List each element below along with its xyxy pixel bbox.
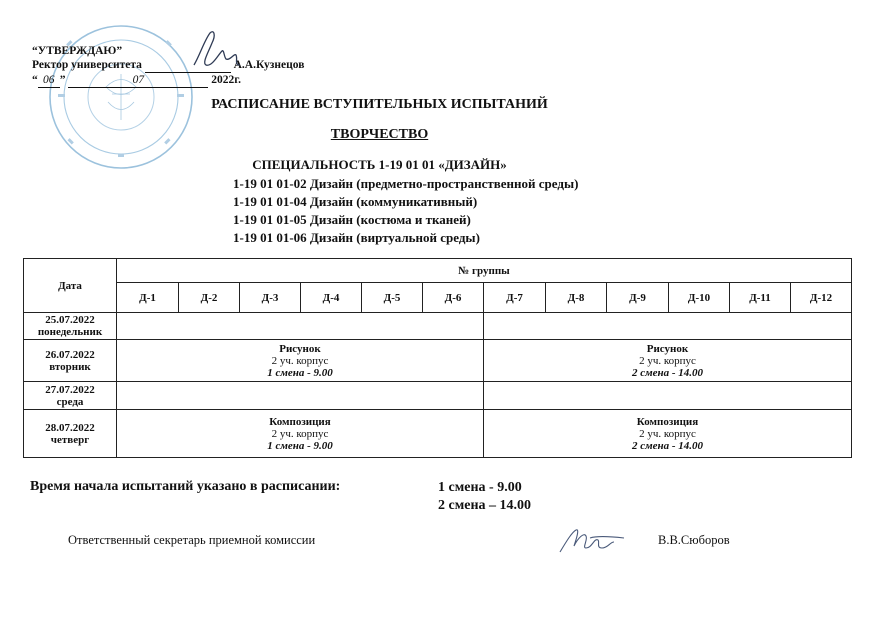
rector-name: А.А.Кузнецов [233,59,305,71]
shift-times [438,479,531,515]
date-cell [24,313,117,340]
group-cell: Д-3 [240,283,301,313]
schedule-table [23,258,852,458]
secretary-label: Ответственный секретарь приемной комиссии [68,533,316,547]
group-header: № группы [117,259,852,283]
table-row [24,382,852,410]
row-date: 25.07.2022 [45,314,95,326]
exam-place: 2 уч. корпус [271,354,329,367]
secretary-name: В.В.Сюборов [658,533,730,547]
exam-subject: Композиция [269,415,331,428]
date-header: Дата [24,259,117,313]
date-cell [24,382,117,410]
empty-cell [484,313,852,340]
table-row [24,313,852,340]
table-row [24,410,852,458]
group-cell: Д-8 [546,283,607,313]
group-cell: Д-12 [791,283,852,313]
specializations-list [233,175,578,247]
exam-shift: 2 смена - 14.00 [631,366,704,379]
date-year: 2022г. [211,74,242,86]
row-date: 26.07.2022 [45,348,95,361]
row-day: среда [56,395,84,408]
table-header-row [24,259,852,283]
group-cell: Д-11 [730,283,791,313]
specialization-item: 1-19 01 01-05 Дизайн (костюма и тканей) [233,212,471,227]
approval-date [32,73,304,88]
group-cell: Д-7 [484,283,546,313]
specialization-item: 1-19 01 01-04 Дизайн (коммуникативный) [233,194,478,209]
empty-cell [117,313,484,340]
empty-cell [484,382,852,410]
exam-place: 2 уч. корпус [271,427,329,440]
group-cell: Д-1 [117,283,179,313]
date-open-quote: “ [32,74,38,86]
exam-cell [117,410,484,458]
group-cell: Д-4 [301,283,362,313]
secretary-signature [556,524,628,558]
date-day: 06 [38,73,60,88]
group-cell: Д-6 [423,283,484,313]
exam-cell [117,340,484,382]
table-row [24,340,852,382]
exam-shift: 1 смена - 9.00 [267,439,333,452]
date-month: 07 [68,73,208,88]
exam-shift: 2 смена - 14.00 [631,439,704,452]
approve-label: “УТВЕРЖДАЮ” [32,45,123,57]
rector-line [32,58,304,73]
date-close-quote: ” [59,74,66,86]
row-day: понедельник [37,326,103,338]
rector-label: Ректор университета [32,59,142,71]
start-time-note: Время начала испытаний указано в расписании: [30,479,341,494]
row-date: 28.07.2022 [45,421,95,434]
approval-block [32,44,304,88]
empty-cell [117,382,484,410]
specialization-item: 1-19 01 01-02 Дизайн (предметно-пространственной среды) [233,176,579,191]
group-cell: Д-2 [179,283,240,313]
group-cell: Д-10 [669,283,730,313]
groups-row [24,283,852,313]
date-cell [24,340,117,382]
group-cell: Д-9 [607,283,669,313]
exam-cell [484,340,852,382]
exam-subject: Композиция [636,415,699,428]
row-day: четверг [50,433,90,446]
row-date: 27.07.2022 [45,383,95,396]
exam-subject: Рисунок [646,342,689,355]
exam-subject: Рисунок [279,342,321,355]
exam-shift: 1 смена - 9.00 [267,366,333,379]
date-cell [24,410,117,458]
document-title: РАСПИСАНИЕ ВСТУПИТЕЛЬНЫХ ИСПЫТАНИЙ [211,97,548,112]
exam-cell [484,410,852,458]
group-cell: Д-5 [362,283,423,313]
exam-subject: ТВОРЧЕСТВО [330,127,429,142]
row-day: вторник [49,360,91,373]
exam-place: 2 уч. корпус [639,427,696,440]
specialty-title: СПЕЦИАЛЬНОСТЬ 1-19 01 01 «ДИЗАЙН» [252,157,507,172]
exam-place: 2 уч. корпус [639,354,696,367]
shift-2-time: 2 смена – 14.00 [438,498,532,513]
rector-signature [188,25,248,73]
shift-1-time: 1 смена - 9.00 [438,480,522,495]
specialization-item: 1-19 01 01-06 Дизайн (виртуальной среды) [233,230,480,245]
